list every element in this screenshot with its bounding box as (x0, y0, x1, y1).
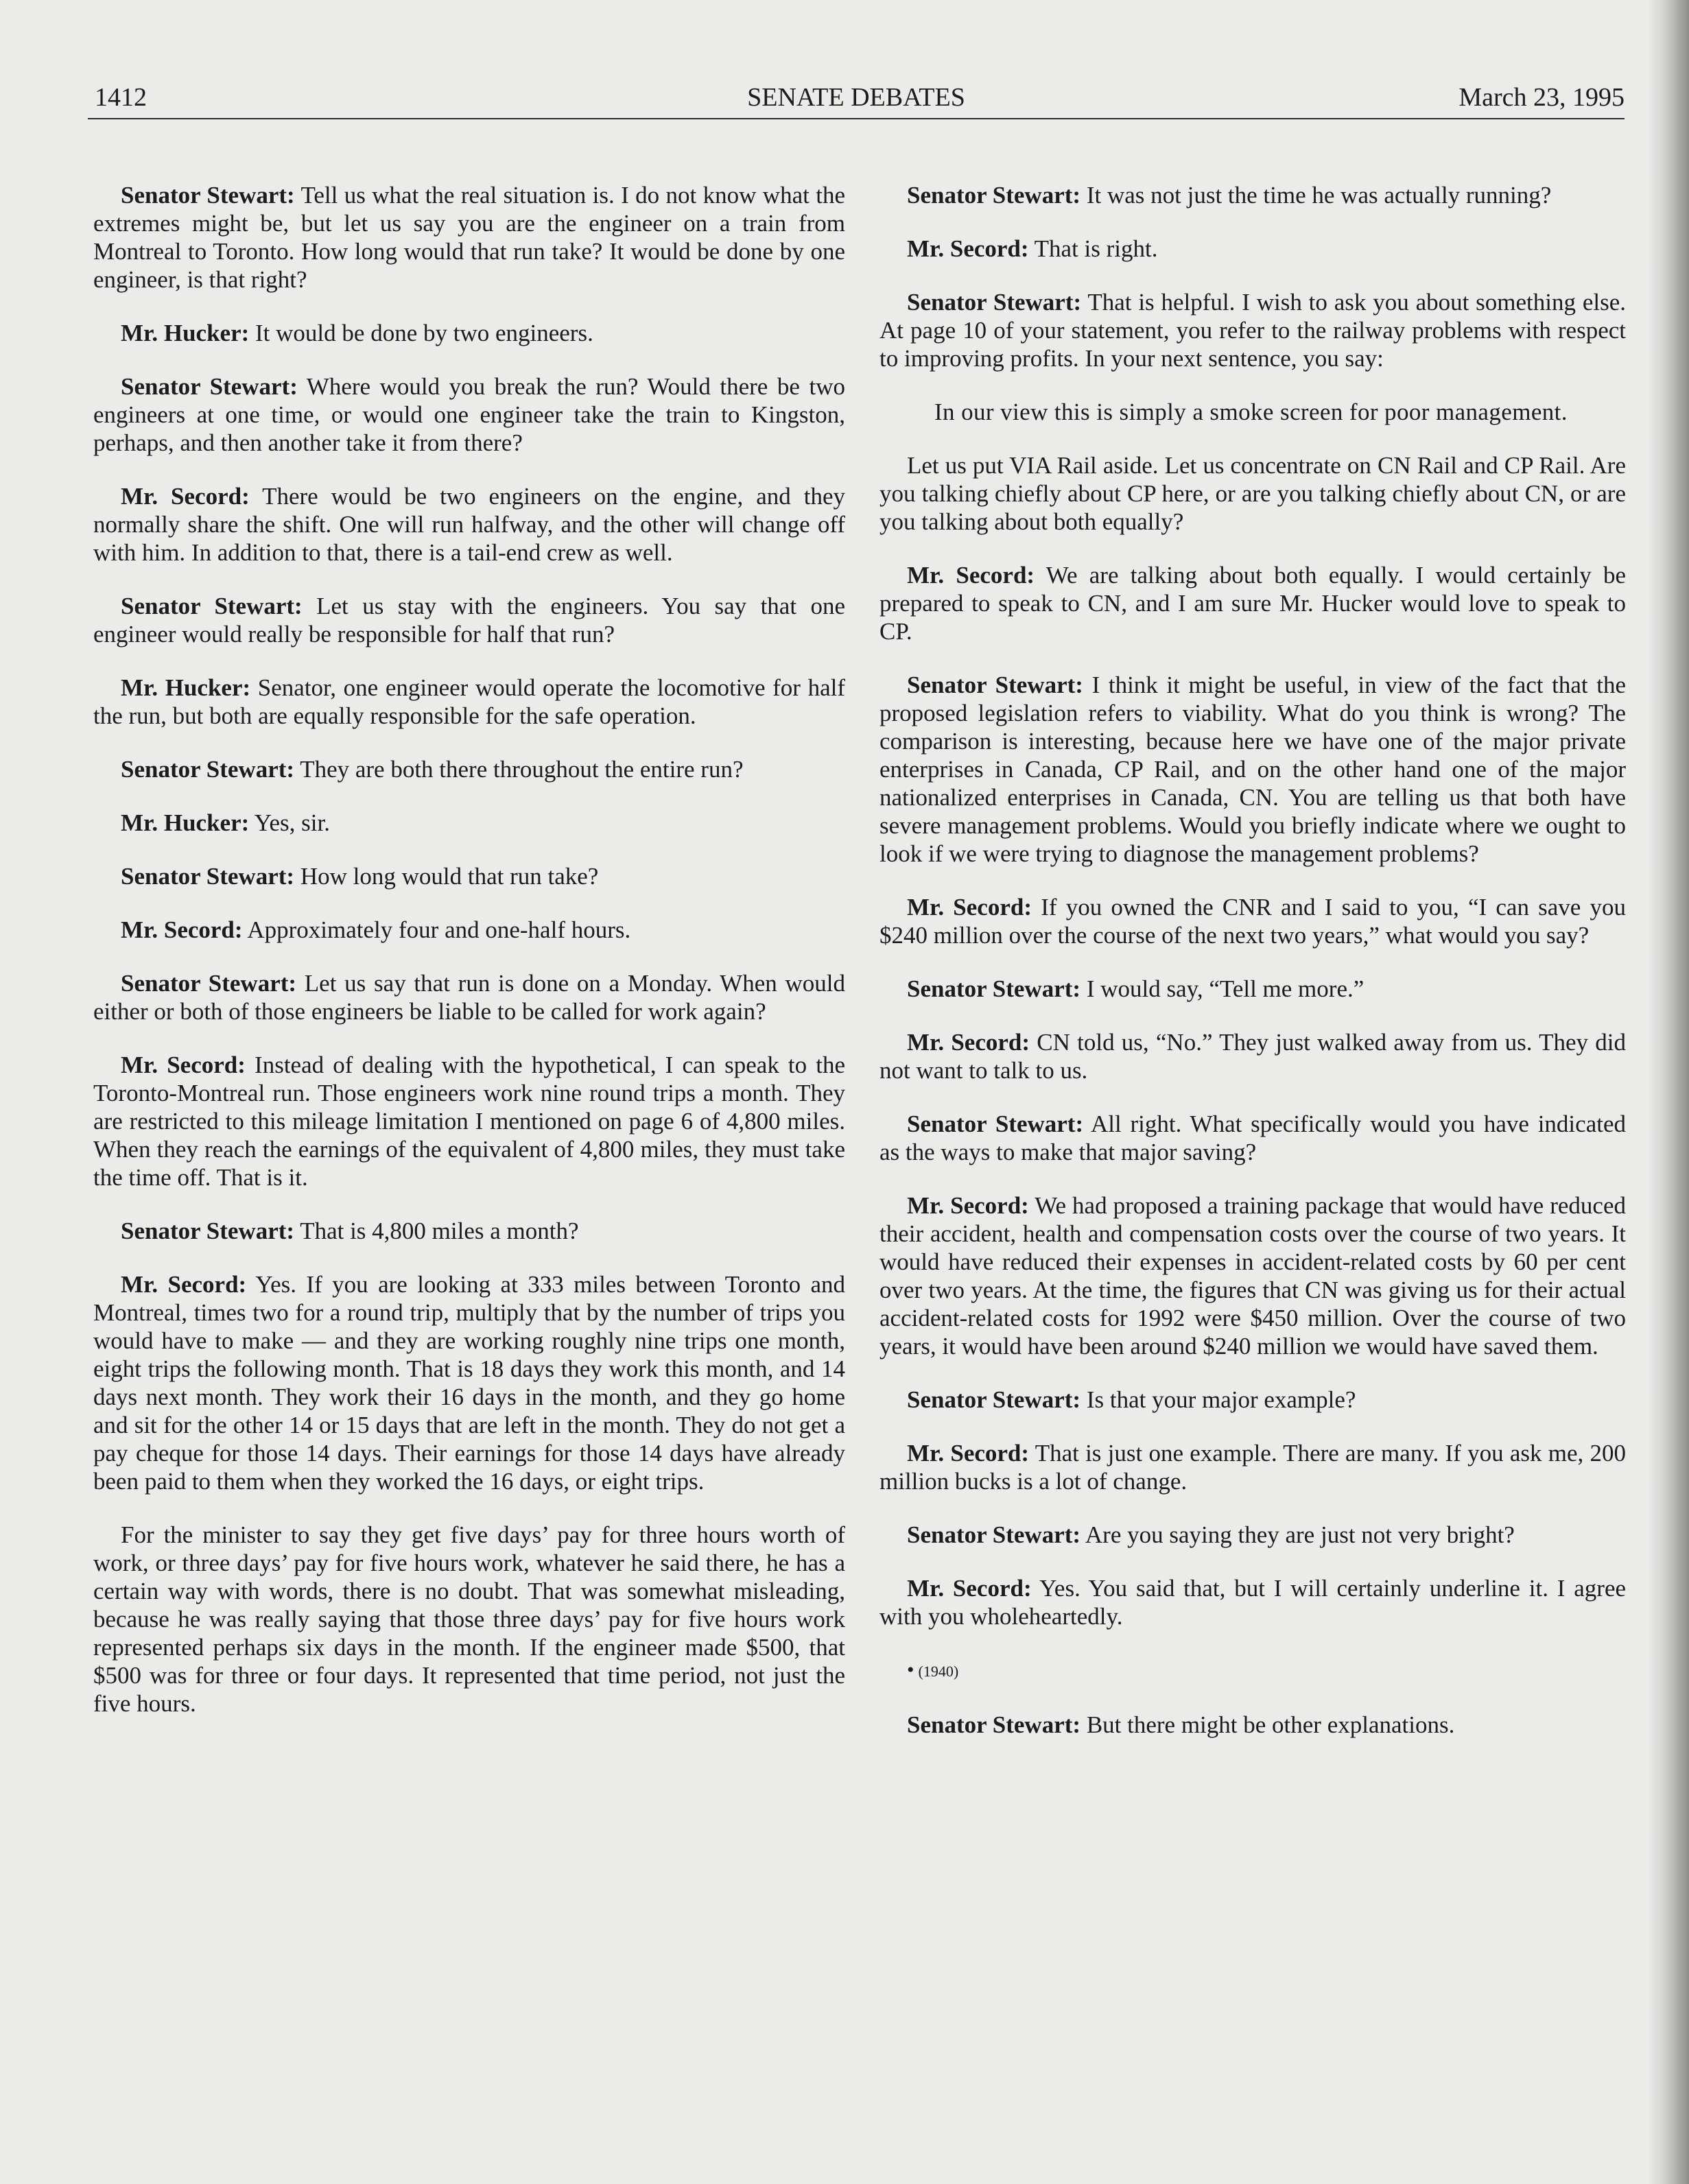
speech-text: That is 4,800 miles a month? (300, 1218, 579, 1244)
speech-text: Are you saying they are just not very bright? (1085, 1521, 1515, 1548)
speech-paragraph (879, 1711, 1626, 1739)
speaker-name: Senator Stewart: (121, 182, 295, 209)
speech-paragraph (879, 1110, 1626, 1166)
speech-text: How long would that run take? (300, 863, 599, 890)
speaker-name: Mr. Secord: (907, 562, 1035, 589)
speech-text: Tell us what the real situation is. I do not know what the extremes might be, but let us say you are the engineer on a train from Montreal to Toronto. How long would that run take? It would be done by one engineer, is that right? (93, 182, 845, 293)
speech-text: I think it might be useful, in view of the fact that the proposed legislation refers to viability. What do you think is wrong? The comparison is interesting, because here we have one of the major private enterprises in Canada, CP Rail, and on the other hand one of the major nationalized enterprises in Canada, CN. You are telling us that both have severe management problems. Would you briefly indicate where we ought to look if we were trying to diagnose the management problems? (879, 672, 1626, 867)
speech-text: That is helpful. I wish to ask you about something else. At page 10 of your statement, you refer to the railway problems with respect to improving profits. In your next sentence, you say: (879, 289, 1626, 372)
speaker-name: Senator Stewart: (121, 593, 303, 619)
speaker-name: Senator Stewart: (121, 863, 295, 890)
speech-text: There would be two engineers on the engine, and they normally share the shift. One will run halfway, and the other will change off with him. In addition to that, there is a tail-end crew as well. (93, 483, 845, 566)
speech-paragraph (93, 592, 845, 648)
speech-paragraph (93, 969, 845, 1025)
speech-text: Instead of dealing with the hypothetical, I can speak to the Toronto-Montreal run. Those engineers work nine round trips a month. They are restricted to this mileage limitation I mentioned on page 6 of 4,800 miles. When they reach the earnings of the equivalent of 4,800 miles, they must take the time off. That is it. (93, 1052, 846, 1191)
speech-paragraph (879, 451, 1626, 536)
speaker-name: Senator Stewart: (907, 1111, 1084, 1137)
speaker-name: Senator Stewart: (907, 672, 1083, 698)
speech-paragraph (879, 1386, 1626, 1414)
speaker-name: Mr. Secord: (121, 483, 250, 510)
speech-paragraph (93, 916, 845, 944)
speech-text: Where would you break the run? Would there be two engineers at one time, or would one engineer take the train to Kingston, perhaps, and then another take it from there? (93, 373, 845, 456)
speaker-name: Senator Stewart: (907, 975, 1081, 1002)
speaker-name: Senator Stewart: (121, 970, 297, 997)
speech-text: CN told us, “No.” They just walked away from us. They did not want to talk to us. (879, 1029, 1627, 1084)
page-edge-shadow (1648, 0, 1689, 2184)
speech-text: Approximately four and one-half hours. (247, 916, 631, 943)
speech-paragraph (93, 809, 845, 837)
speech-text: Let us put VIA Rail aside. Let us concentrate on CN Rail and CP Rail. Are you talking chiefly about CP here, or are you talking chiefly about CN, or are you talking about both equally? (879, 452, 1626, 535)
speech-paragraph (93, 482, 845, 567)
speech-paragraph (93, 181, 845, 294)
speech-text: Yes. If you are looking at 333 miles between Toronto and Montreal, times two for a round trip, multiply that by the number of trips you would have to make — and they are working roughly nine trips one month, eight trips the following month. That is 18 days they work this month, and 14 days next month. They work their 16 days in the month, and they go home and sit for the other 14 or 15 days that are left in the month. They do not get a pay cheque for those 14 days. Their earnings for those 14 days have already been paid to them when they worked the 16 days, or eight trips. (93, 1271, 846, 1495)
speech-paragraph (93, 372, 845, 457)
speech-paragraph (879, 1574, 1626, 1630)
speaker-name: Mr. Secord: (121, 1052, 246, 1078)
speech-text: But there might be other explanations. (1086, 1711, 1455, 1738)
speaker-name: Mr. Secord: (907, 1440, 1030, 1467)
speech-text: Let us say that run is done on a Monday. When would either or both of those engineers be liable to be called for work again? (93, 970, 845, 1025)
speech-paragraph (879, 1028, 1626, 1084)
speech-paragraph (879, 235, 1626, 263)
speech-text: It would be done by two engineers. (255, 320, 593, 346)
speaker-name: Senator Stewart: (907, 1521, 1081, 1548)
speech-text: Senator, one engineer would operate the locomotive for half the run, but both are equally responsible for the safe operation. (93, 674, 845, 729)
speech-paragraph (93, 1270, 845, 1495)
speech-paragraph (879, 561, 1626, 645)
speech-text: Let us stay with the engineers. You say that one engineer would really be responsible for half that run? (93, 593, 845, 648)
speaker-name: Senator Stewart: (907, 182, 1081, 209)
publication-date: March 23, 1995 (1458, 83, 1625, 112)
speech-text: All right. What specifically would you have indicated as the ways to make that major saving? (879, 1111, 1626, 1165)
speech-paragraph (93, 1051, 845, 1191)
speech-text: It was not just the time he was actually running? (1086, 182, 1552, 209)
speaker-name: Senator Stewart: (121, 373, 298, 400)
speech-text: Is that your major example? (1086, 1386, 1356, 1413)
speech-text: They are both there throughout the entire run? (300, 756, 744, 783)
speaker-name: Mr. Hucker: (121, 674, 251, 701)
speech-paragraph (93, 1521, 845, 1718)
speech-paragraph (879, 1439, 1626, 1495)
speaker-name: Senator Stewart: (121, 756, 295, 783)
speech-paragraph (879, 181, 1626, 209)
speaker-name: Senator Stewart: (121, 1218, 295, 1244)
speech-paragraph (879, 1521, 1626, 1549)
publication-title: SENATE DEBATES (747, 83, 965, 112)
speech-paragraph (93, 1217, 845, 1245)
block-quote: In our view this is simply a smoke screen for poor management. (934, 399, 1568, 425)
speech-paragraph (93, 862, 845, 890)
speech-paragraph (93, 674, 845, 730)
speaker-name: Mr. Hucker: (121, 809, 250, 836)
right-column (879, 181, 1626, 1764)
speech-text: That is just one example. There are many. If you ask me, 200 million bucks is a lot of change. (879, 1440, 1627, 1495)
speech-paragraph (93, 755, 845, 783)
speech-text: We are talking about both equally. I would certainly be prepared to speak to CN, and I am sure Mr. Hucker would love to speak to CP. (879, 562, 1626, 645)
speaker-name: Mr. Secord: (907, 235, 1029, 262)
speech-paragraph (879, 975, 1626, 1003)
page-header (88, 77, 1625, 119)
speaker-name: Mr. Secord: (907, 1575, 1032, 1602)
speaker-name: Senator Stewart: (907, 1711, 1081, 1738)
speech-paragraph (879, 1191, 1626, 1360)
speech-text: I would say, “Tell me more.” (1086, 975, 1365, 1002)
speech-text: If you owned the CNR and I said to you, “I can save you $240 million over the course of the next two years,” what would you say? (879, 894, 1627, 949)
speaker-name: Mr. Secord: (907, 894, 1032, 921)
speaker-name: Mr. Secord: (121, 916, 243, 943)
left-column (93, 181, 845, 1743)
time-marker-text: (1940) (918, 1663, 959, 1680)
speech-paragraph (879, 671, 1626, 868)
bullet-icon: • (907, 1659, 914, 1681)
speech-text: Yes, sir. (254, 809, 330, 836)
page-number: 1412 (95, 83, 147, 112)
speech-text: For the minister to say they get five days’ pay for three hours worth of work, or three days’ pay for five hours work, whatever he said there, he has a certain way with words, there is no doubt. That was somewhat misleading, because he was really saying that those three days’ pay for five hours work represented perhaps six days in the month. If the engineer made $500, that $500 was for three or four days. It represented that time period, not just the five hours. (93, 1521, 845, 1717)
speaker-name: Mr. Secord: (121, 1271, 247, 1298)
speaker-name: Mr. Secord: (907, 1192, 1029, 1219)
speaker-name: Mr. Secord: (907, 1029, 1030, 1056)
speech-text: That is right. (1034, 235, 1158, 262)
speech-paragraph (879, 288, 1626, 372)
speech-text: We had proposed a training package that would have reduced their accident, health and compensation costs over the course of two years. It would have reduced their expenses in accident-related costs by 60 per cent over two years. At the time, the figures that CN was giving us for their actual accident-related costs for 1992 were $450 million. Over the course of two years, it would have been around $240 million we would have saved them. (879, 1192, 1627, 1360)
speaker-name: Senator Stewart: (907, 289, 1082, 316)
speech-paragraph (93, 319, 845, 347)
speaker-name: Senator Stewart: (907, 1386, 1081, 1413)
speaker-name: Mr. Hucker: (121, 320, 250, 346)
speech-text: Yes. You said that, but I will certainly underline it. I agree with you wholeheartedly. (879, 1575, 1627, 1630)
speech-paragraph (879, 893, 1626, 949)
time-marker (907, 1656, 1626, 1685)
